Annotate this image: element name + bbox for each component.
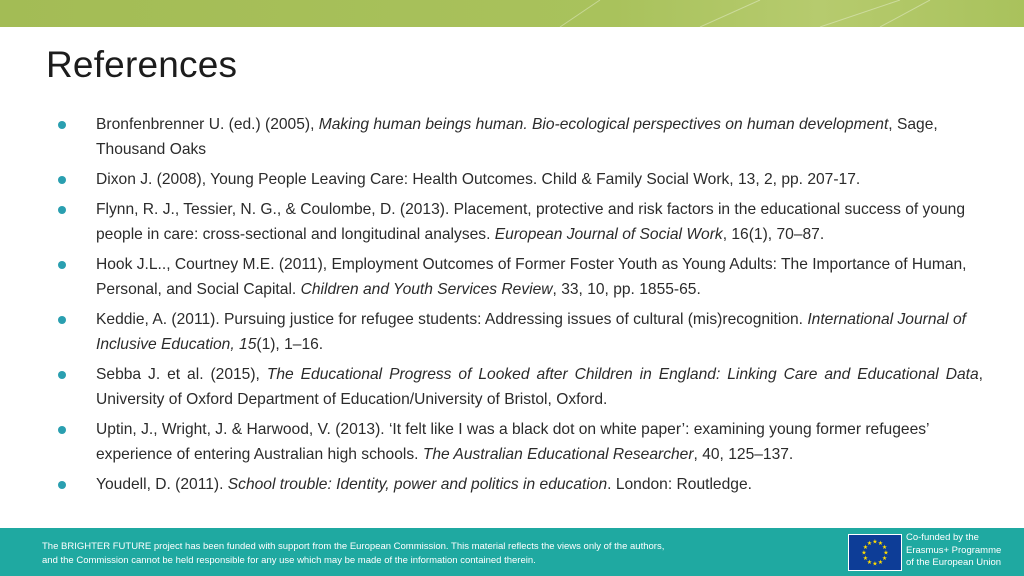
eu-star-icon: ★ (862, 545, 869, 552)
reference-segment: Dixon J. (2008), Young People Leaving Care: Health Outcomes. Child & Family Social Work, 13, 2, pp. 207-17. (96, 171, 861, 188)
reference-item (58, 417, 983, 467)
top-accent-band (0, 0, 1024, 27)
reference-item (58, 307, 983, 357)
eu-star-icon: ★ (881, 556, 888, 563)
reference-item (58, 167, 983, 192)
bullet-dot-icon (58, 481, 66, 489)
reference-item (58, 362, 983, 412)
bullet-dot-icon (58, 206, 66, 214)
reference-segment: Flynn, R. J., Tessier, N. G., & Coulombe, D. (2013). Placement, protective and risk factors in the educational success of young people in care: cross-sectional and longitudinal analyses. (96, 201, 966, 243)
reference-text (96, 167, 983, 192)
reference-item (58, 252, 983, 302)
eu-star-icon: ★ (866, 560, 873, 567)
eu-stars-icon (849, 535, 901, 570)
reference-italic-title: International Journal of Inclusive Education, 15 (96, 311, 966, 353)
reference-segment: Keddie, A. (2011). Pursuing justice for refugee students: Addressing issues of cultural (mis)recognition. (96, 311, 808, 328)
reference-item (58, 112, 983, 162)
eu-star-icon: ★ (883, 550, 889, 557)
reference-segment: , 40, 125–137. (693, 446, 794, 463)
bullet-dot-icon (58, 261, 66, 269)
reference-text (96, 417, 983, 467)
bullet-dot-icon (58, 176, 66, 184)
bullet-dot-icon (58, 371, 66, 379)
reference-segment: Youdell, D. (2011). (96, 476, 228, 493)
page-title: References (46, 44, 238, 85)
eu-star-icon: ★ (877, 560, 884, 567)
reference-segment: , 33, 10, pp. 1855-65. (552, 281, 701, 298)
references-list (58, 112, 983, 502)
eu-label-line: Co-funded by the (906, 532, 979, 543)
reference-text (96, 362, 983, 412)
reference-italic-title: Making human beings human. Bio-ecological perspectives on human development (318, 116, 889, 133)
reference-segment: . London: Routledge. (607, 476, 752, 493)
eu-star-icon: ★ (872, 561, 878, 568)
band-texture (0, 0, 1024, 27)
reference-segment: Bronfenbrenner U. (ed.) (2005), (96, 116, 319, 133)
reference-italic-title: School trouble: Identity, power and politics in education (227, 476, 608, 493)
disclaimer-line: The BRIGHTER FUTURE project has been funded with support from the European Commission. This material reflects the views only of the authors, (42, 541, 665, 552)
bullet-dot-icon (58, 426, 66, 434)
reference-italic-title: Children and Youth Services Review (300, 281, 553, 298)
reference-segment: , 16(1), 70–87. (722, 226, 825, 243)
reference-segment: , University of Oxford Department of Education/University of Bristol, Oxford. (96, 366, 984, 408)
bullet-dot-icon (58, 121, 66, 129)
reference-text (96, 307, 983, 357)
disclaimer-line: and the Commission cannot be held responsible for any use which may be made of the information contained therein. (42, 555, 536, 566)
bullet-dot-icon (58, 316, 66, 324)
reference-italic-title: The Australian Educational Researcher (422, 446, 694, 463)
reference-text (96, 112, 983, 162)
reference-item (58, 197, 983, 247)
eu-star-icon: ★ (877, 541, 884, 548)
eu-label-line: of the European Union (906, 557, 1002, 568)
eu-label-line: Erasmus+ Programme (906, 544, 1002, 556)
reference-segment: (1), 1–16. (256, 336, 324, 353)
reference-text (96, 472, 983, 497)
reference-italic-title: The Educational Progress of Looked after Children in England: Linking Care and Educational Data (266, 366, 979, 383)
reference-text (96, 252, 983, 302)
eu-star-icon: ★ (872, 539, 878, 546)
eu-star-icon: ★ (862, 556, 869, 563)
reference-segment: Sebba J. et al. (2015), (96, 366, 267, 383)
reference-text (96, 197, 983, 247)
eu-cofunded-label (906, 532, 1018, 570)
funding-disclaimer (42, 540, 742, 568)
eu-star-icon: ★ (861, 550, 867, 557)
eu-star-icon: ★ (866, 541, 873, 548)
eu-flag-icon (848, 534, 902, 571)
reference-segment: , Sage, Thousand Oaks (96, 116, 938, 158)
reference-segment: Hook J.L.., Courtney M.E. (2011), Employment Outcomes of Former Foster Youth as Young Adults: The Importance of Human, Personal, and Social Capital. (96, 256, 967, 298)
eu-star-icon: ★ (881, 545, 888, 552)
reference-segment: Uptin, J., Wright, J. & Harwood, V. (2013). ‘It felt like I was a black dot on white paper’: examining young former refugees’ experience of entering Australian high schools. (96, 421, 929, 463)
reference-italic-title: European Journal of Social Work (494, 226, 723, 243)
footer-bar (0, 528, 1024, 576)
reference-item (58, 472, 983, 497)
